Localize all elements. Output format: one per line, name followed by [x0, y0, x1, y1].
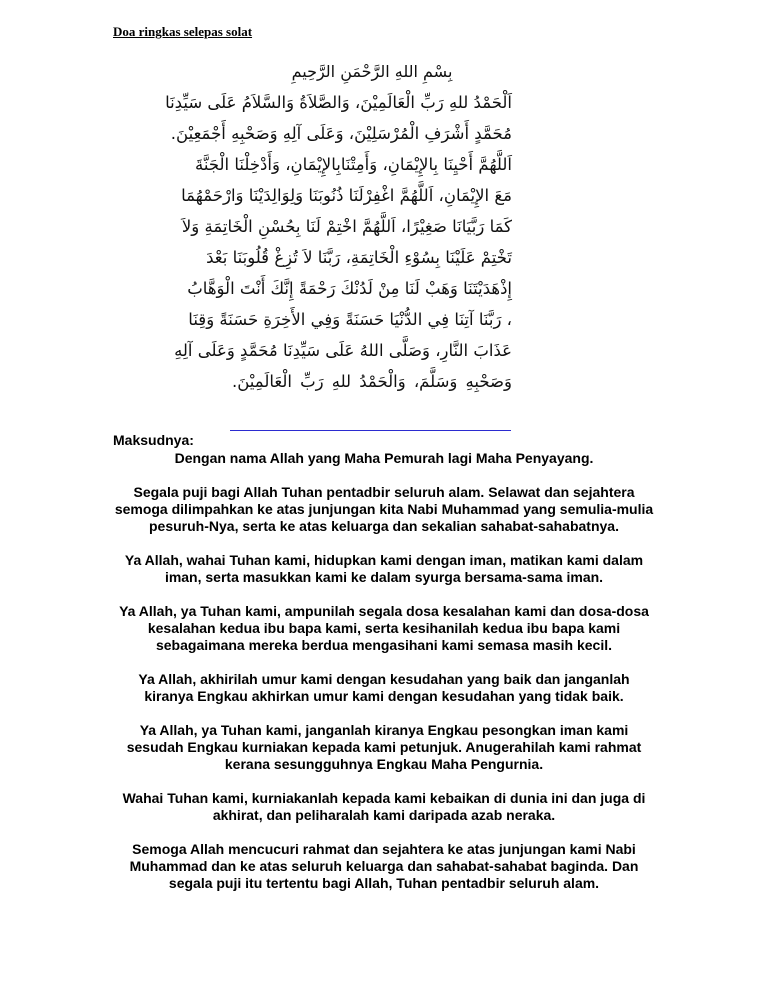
- arabic-line: مَعَ الإِيْمَانِ، اَللَّهُمَّ اغْفِرْلَنَا ذُنُوبَنَا وَلِوَالِدَيْنَا وَارْحَمْهُمَا: [181, 186, 512, 205]
- translation-paragraph: Ya Allah, akhirilah umur kami dengan kesudahan yang baik dan janganlah kiranya Engkau akhirkan umur kami dengan kesudahan yang tidak baik.: [138, 671, 630, 704]
- arabic-line: تَخْتِمْ عَلَيْنَا بِسُوْءِ الْخَاتِمَةِ، رَبَّنَا لاَ تُزِغْ قُلُوبَنَا بَعْدَ: [206, 248, 512, 267]
- translation-paragraph: Ya Allah, ya Tuhan kami, janganlah kiranya Engkau pesongkan iman kami sesudah Engkau kurniakan kepada kami petunjuk. Anugerahilah kami rahmat kerana sesungguhnya Engkau Maha Pengurnia.: [126, 722, 642, 772]
- arabic-line: مُحَمَّدٍ أَشْرَفِ الْمُرْسَلِيْنَ، وَعَلَى آلِهِ وَصَحْبِهِ أَجْمَعِيْنَ.: [170, 124, 512, 143]
- arabic-line: إِذْهَدَيْتَنَا وَهَبْ لَنَا مِنْ لَدُنْكَ رَحْمَةً إِنَّكَ أَنْتَ الْوَهَّابُ: [187, 279, 512, 298]
- translation-paragraph: Semoga Allah mencucuri rahmat dan sejahtera ke atas junjungan kami Nabi Muhammad dan ke atas seluruh keluarga dan sahabat-sahabat baginda. Dan segala puji itu tertentu bagi Allah, Tuhan pentadbir seluruh alam.: [129, 841, 639, 891]
- translation-paragraph: Ya Allah, ya Tuhan kami, ampunilah segala dosa kesalahan kami dan dosa-dosa kesalahan kedua ibu bapa kami, serta kesihanilah kedua ibu bapa kami sebagaimana mereka berdua mengasihani kami semasa masih kecil.: [119, 603, 649, 653]
- image-bottom-rule: [230, 430, 511, 431]
- arabic-line: اَللَّهُمَّ أَحْيِنَا بِالإِيْمَانِ، وَأَمِتْنَابِالإِيْمَانِ، وَأَدْخِلْنَا الْجَنَّةَ: [195, 155, 512, 174]
- arabic-line: عَذَابَ النَّارِ، وَصَلَّى اللهُ عَلَى سَيِّدِنَا مُحَمَّدٍ وَعَلَى آلِهِ: [174, 341, 512, 360]
- arabic-line: كَمَا رَبَّيَانَا صَغِيْرًا، اَللَّهُمَّ اخْتِمْ لَنَا بِحُسْنِ الْخَاتِمَةِ وَلاَ: [181, 217, 512, 236]
- arabic-line: اَلْحَمْدُ للهِ رَبِّ الْعَالَمِيْنَ، وَالصَّلاَةُ وَالسَّلاَمُ عَلَى سَيِّدِنَا: [165, 93, 512, 112]
- translation-paragraph: Dengan nama Allah yang Maha Pemurah lagi Maha Penyayang.: [174, 450, 594, 466]
- meaning-label: Maksudnya:: [113, 432, 194, 448]
- arabic-line: بِسْمِ اللهِ الرَّحْمَنِ الرَّحِيمِ: [291, 62, 453, 81]
- arabic-line: ، رَبَّنَا آتِنَا فِي الدُّنْيَا حَسَنَةً وَفِي الأَخِرَةِ حَسَنَةً وَقِنَا: [188, 310, 512, 329]
- document-title: Doa ringkas selepas solat: [113, 24, 253, 39]
- arabic-prayer-text: [165, 56, 512, 428]
- arabic-line: وَصَحْبِهِ وَسَلَّمَ، وَالْحَمْدُ للهِ رَبِّ الْعَالَمِيْنَ.: [232, 372, 512, 391]
- translation-paragraph: Ya Allah, wahai Tuhan kami, hidupkan kami dengan iman, matikan kami dalam iman, serta masukkan kami ke dalam syurga bersama-sama iman.: [124, 552, 644, 585]
- translation-paragraph: Wahai Tuhan kami, kurniakanlah kepada kami kebaikan di dunia ini dan juga di akhirat, dan peliharalah kami daripada azab neraka.: [122, 790, 646, 823]
- translation-paragraph: Segala puji bagi Allah Tuhan pentadbir seluruh alam. Selawat dan sejahtera semoga dilimpahkan ke atas junjungan kita Nabi Muhammad yang semulia-mulia pesuruh-Nya, serta ke atas keluarga dan sekalian sahabat-sahabatnya.: [114, 484, 654, 534]
- translation-text: [113, 450, 655, 909]
